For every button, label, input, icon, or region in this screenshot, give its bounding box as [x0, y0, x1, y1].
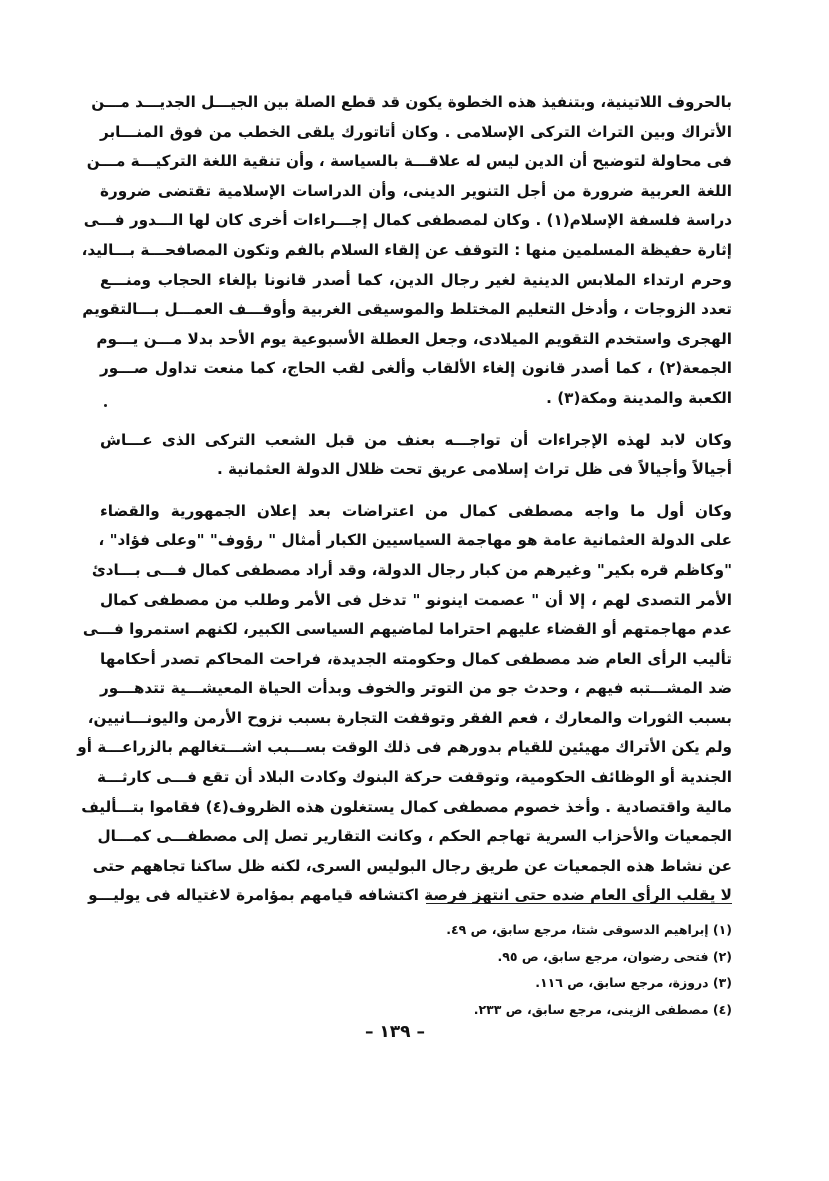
text-line: مالية واقتصادية . وأخذ خصوم مصطفى كمال يستغلون هذه الظروف(٤) فقاموا بتـــأليف: [81, 797, 732, 816]
text-line: أجيالاً وأجيالاً فى ظل تراث إسلامى عريق تحت ظلال الدولة العثمانية .: [217, 460, 732, 479]
text-line: الجمعة(٢) ، كما أصدر قانون إلغاء الألقاب وألغى لقب الحاج، كما منعت تداول صـــور: [100, 359, 732, 378]
text-line: الأتراك وبين التراث التركى الإسلامى . وكان أتاتورك يلقى الخطب من فوق المنـــابر: [100, 122, 732, 141]
footnote-3: (٣) دروزة، مرجع سابق، ص ١١٦.: [535, 975, 732, 990]
text-line: وكان أول ما واجه مصطفى كمال من اعتراضات بعد إعلان الجمهورية والقضاء: [100, 501, 732, 520]
text-line: عن نشاط هذه الجمعيات عن طريق رجال البوليس السرى، لكنه ظل ساكنا تجاههم حتى: [92, 856, 732, 875]
footnote-4: (٤) مصطفى الزينى، مرجع سابق، ص ٢٣٣.: [473, 1001, 732, 1017]
text-line: فى محاولة لتوضيح أن الدين ليس له علاقـــة بالسياسة ، وأن تنقية اللغة التركيـــة مـــن: [86, 152, 732, 171]
text-line: الهجرى واستخدم التقويم الميلادى، وجعل العطلة الأسبوعية يوم الأحد بدلا مـــن يـــوم: [96, 329, 732, 348]
text-line: ضد المشـــتبه فيهم ، وحدث جو من التوتر والخوف وبدأت الحياة المعيشـــية تتدهـــور: [100, 679, 732, 698]
text-line: تأليب الرأى العام ضد مصطفى كمال وحكومته الجديدة، فراحت المحاكم تصدر أحكامها: [100, 649, 732, 668]
text-line: على الدولة العثمانية عامة هو مهاجمة السياسيين الكبار أمثال " رؤوف" "وعلى فؤاد" ،: [98, 531, 732, 550]
paragraph-2: [100, 426, 732, 485]
page-body: [77, 88, 732, 911]
text-line: اللغة العربية ضرورة من أجل التنوير الدينى، وأن الدراسات الإسلامية تقتضى ضرورة: [100, 181, 732, 200]
text-line: "وكاظم قره بكير" وغيرهم من كبار رجال الدولة، وقد أراد مصطفى كمال فـــى بـــادئ: [91, 560, 732, 579]
text-line: وكان لابد لهذه الإجراءات أن تواجـــه بعنف من قبل الشعب التركى الذى عـــاش: [100, 430, 732, 449]
text-line: عدم مهاجمتهم أو القضاء عليهم احتراما لماضيهم السياسى الكبير، لكنهم استمروا فـــى: [82, 620, 732, 639]
text-line: إثارة حفيظة المسلمين منها : التوقف عن إلقاء السلام بالفم وتكون المصافحـــة بـــاليد،: [81, 240, 732, 259]
text-line: لا يقلب الرأى العام ضده حتى انتهز فرصة اكتشافه قيامهم بمؤامرة لاغتياله فى يوليـــو: [88, 886, 732, 905]
footnote-1: (١) إبراهيم الدسوقى شتا، مرجع سابق، ص ٤٩.: [446, 922, 732, 937]
text-line: دراسة فلسفة الإسلام(١) . وكان لمصطفى كمال إجـــراءات أخرى كان لها الـــدور فـــى: [83, 211, 732, 230]
text-line: الجندية أو الوظائف الحكومية، وتوقفت حركة البنوك وكادت البلاد أن تقع فـــى كارثـــة: [97, 768, 732, 787]
text-line: بسبب الثورات والمعارك ، فعم الفقر وتوقفت التجارة بسبب نزوح الأرمن واليونـــانيين،: [87, 708, 732, 727]
footnote-2: (٢) فتحى رضوان، مرجع سابق، ص ٩٥.: [497, 948, 732, 964]
text-line: وحرم ارتداء الملابس الدينية لغير رجال الدين، كما أصدر قانونا بإلغاء الحجاب ومنـــع: [100, 270, 732, 289]
footnotes: [300, 917, 732, 1023]
paragraph-3: [77, 497, 732, 911]
text-line: الأمر التصدى لهم ، إلا أن " عصمت اينونو " تدخل فى الأمر وطلب من مصطفى كمال: [100, 590, 732, 609]
text-line: الجمعيات والأحزاب السرية تهاجم الحكم ، وكانت التقارير تصل إلى مصطفـــى كمـــال: [97, 827, 732, 846]
page-number: – ١٣٩ –: [365, 1022, 425, 1042]
text-line: الكعبة والمدينة ومكة(٣) .: [546, 388, 732, 407]
paragraph-1: [81, 88, 732, 414]
footnote-divider: [426, 903, 732, 904]
text-line: ولم يكن الأتراك مهيئين للقيام بدورهم فى ذلك الوقت بســـبب اشـــتغالهم بالزراعـــة أو: [77, 738, 732, 757]
text-line: تعدد الزوجات ، وأدخل التعليم المختلط والموسيقى الغربية وأوقـــف العمـــل بـــالتقويم: [82, 300, 732, 319]
stray-dot: [104, 404, 107, 407]
text-line: بالحروف اللاتينية، وبتنفيذ هذه الخطوة يكون قد قطع الصلة بين الجيـــل الجديـــد مـــن: [91, 93, 732, 111]
